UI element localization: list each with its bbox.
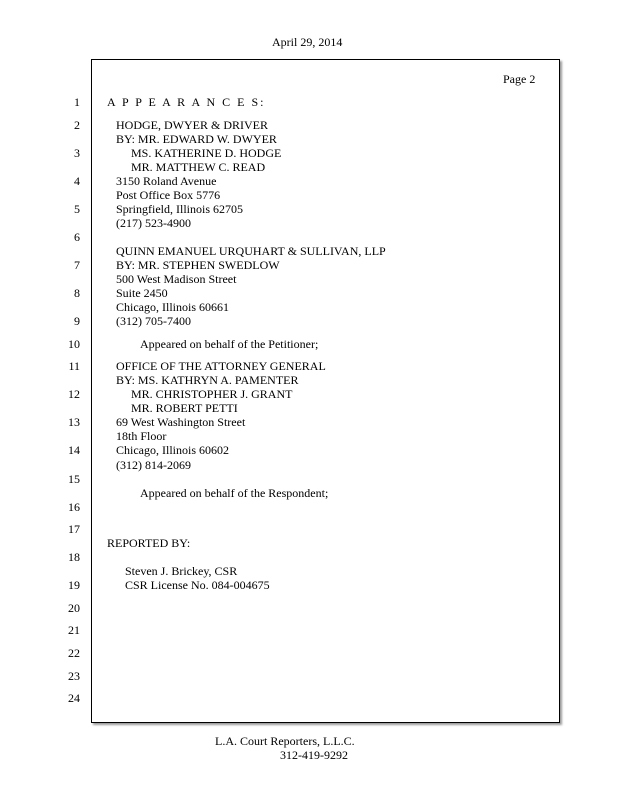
- firm3-attorney: BY: MS. KATHRYN A. PAMENTER: [116, 373, 299, 387]
- line-number: 16: [68, 500, 80, 514]
- line-number: 18: [68, 550, 80, 564]
- appearances-heading: A P P E A R A N C E S:: [107, 95, 266, 109]
- firm3-attorney: MR. ROBERT PETTI: [131, 401, 238, 415]
- line-number: 8: [74, 286, 80, 300]
- firm2-name: QUINN EMANUEL URQUHART & SULLIVAN, LLP: [116, 244, 386, 258]
- line-number: 15: [68, 472, 80, 486]
- line-number: 10: [68, 337, 80, 351]
- footer-phone: 312-419-9292: [280, 748, 348, 762]
- firm1-attorney: MS. KATHERINE D. HODGE: [131, 146, 282, 160]
- line-number: 22: [68, 646, 80, 660]
- line-number: 12: [68, 387, 80, 401]
- firm3-name: OFFICE OF THE ATTORNEY GENERAL: [116, 359, 326, 373]
- line-number: 11: [68, 359, 80, 373]
- header-date: April 29, 2014: [272, 35, 343, 49]
- respondent-note: Appeared on behalf of the Respondent;: [140, 486, 329, 500]
- firm1-address: Springfield, Illinois 62705: [116, 202, 243, 216]
- line-number: 19: [68, 578, 80, 592]
- firm1-address: 3150 Roland Avenue: [116, 174, 217, 188]
- line-number: 9: [74, 314, 80, 328]
- firm1-address: Post Office Box 5776: [116, 188, 221, 202]
- line-number: 13: [68, 415, 80, 429]
- line-number: 20: [68, 601, 80, 615]
- page-number-label: Page 2: [503, 72, 536, 86]
- line-number: 6: [74, 230, 80, 244]
- line-number: 3: [74, 146, 80, 160]
- footer-company: L.A. Court Reporters, L.L.C.: [215, 734, 355, 748]
- firm3-attorney: MR. CHRISTOPHER J. GRANT: [131, 387, 293, 401]
- firm1-attorney: MR. MATTHEW C. READ: [131, 160, 266, 174]
- line-number: 4: [74, 174, 80, 188]
- line-number: 17: [68, 522, 80, 536]
- reporter-license: CSR License No. 084-004675: [125, 578, 270, 592]
- firm1-name: HODGE, DWYER & DRIVER: [116, 118, 268, 132]
- reporter-name: Steven J. Brickey, CSR: [125, 564, 238, 578]
- line-number: 14: [68, 443, 80, 457]
- petitioner-note: Appeared on behalf of the Petitioner;: [140, 337, 319, 351]
- line-number: 7: [74, 258, 80, 272]
- firm2-address: 500 West Madison Street: [116, 272, 237, 286]
- line-number: 5: [74, 202, 80, 216]
- firm2-attorney: BY: MR. STEPHEN SWEDLOW: [116, 258, 280, 272]
- firm2-address: Chicago, Illinois 60661: [116, 300, 229, 314]
- firm2-address: Suite 2450: [116, 286, 168, 300]
- line-number: 24: [68, 691, 80, 705]
- line-number: 23: [68, 669, 80, 683]
- firm3-address: 69 West Washington Street: [116, 415, 246, 429]
- firm1-attorney: BY: MR. EDWARD W. DWYER: [116, 132, 277, 146]
- firm3-phone: (312) 814-2069: [116, 458, 191, 472]
- firm2-phone: (312) 705-7400: [116, 314, 191, 328]
- firm3-address: Chicago, Illinois 60602: [116, 443, 229, 457]
- firm1-phone: (217) 523-4900: [116, 216, 191, 230]
- line-number: 21: [68, 623, 80, 637]
- line-number: 1: [74, 95, 80, 109]
- reported-by-heading: REPORTED BY:: [107, 536, 191, 550]
- line-number: 2: [74, 118, 80, 132]
- firm3-address: 18th Floor: [116, 429, 167, 443]
